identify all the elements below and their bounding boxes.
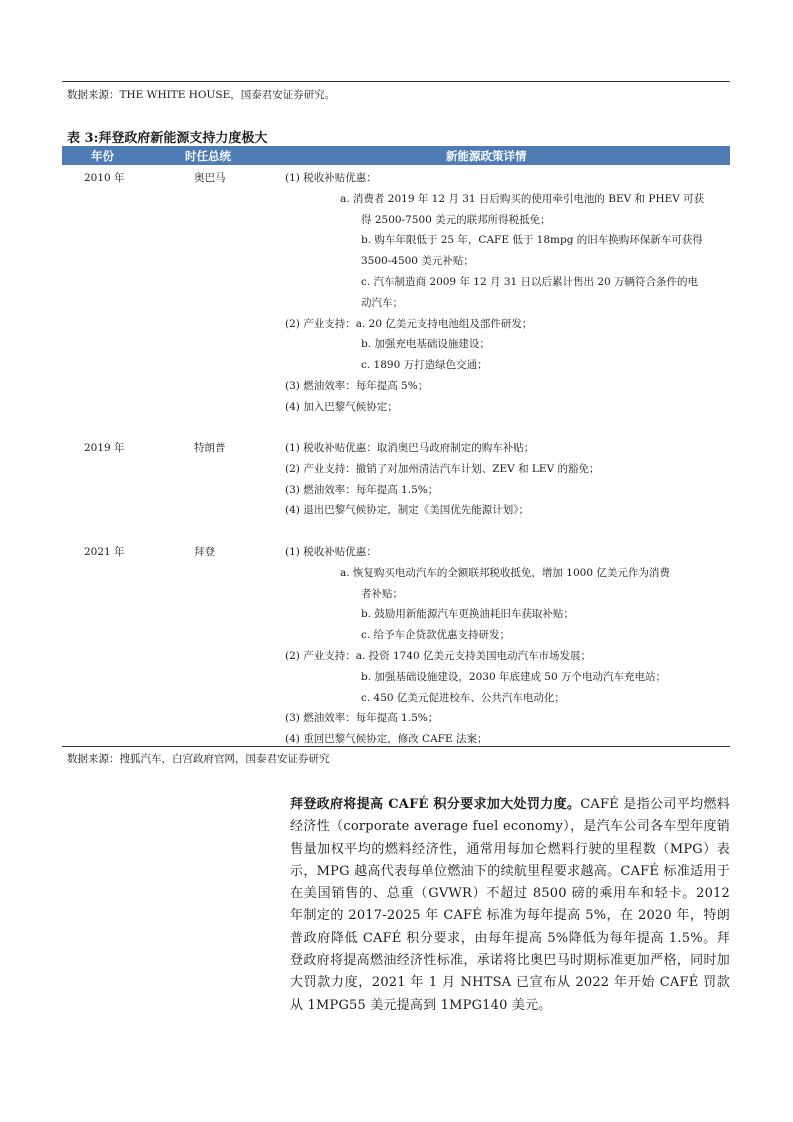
- policy-line: (2) 产业支持：撤销了对加州清洁汽车计划、ZEV 和 LEV 的豁免；: [285, 463, 600, 475]
- policy-line: 者补贴；: [361, 588, 403, 600]
- policy-line: a. 恢复购买电动汽车的全额联邦税收抵免，增加 1000 亿美元作为消费: [340, 567, 670, 579]
- top-source-note: 数据来源：THE WHITE HOUSE，国泰君安证券研究。: [67, 89, 336, 101]
- policy-line: b. 鼓励用新能源汽车更换油耗旧车获取补贴；: [361, 608, 574, 620]
- policy-line: b. 加强充电基础设施建设；: [361, 338, 490, 350]
- policy-line: c. 450 亿美元促进校车、公共汽车电动化；: [361, 692, 565, 704]
- table-header: [62, 146, 730, 165]
- body-lead: 拜登政府将提高 CAFÉ 积分要求加大处罚力度。: [290, 797, 581, 812]
- policy-line: 3500-4500 美元补贴；: [361, 255, 474, 267]
- policy-line: c. 给予车企贷款优惠支持研发；: [361, 629, 511, 641]
- policy-line: (2) 产业支持：a. 20 亿美元支持电池组及部件研发；: [285, 318, 533, 330]
- header-year: 年份: [91, 149, 114, 163]
- policy-line: (3) 燃油效率：每年提高 1.5%；: [285, 712, 439, 724]
- table-cell-year: 2019 年: [84, 442, 125, 454]
- policy-line: 得 2500-7500 美元的联邦所得税抵免；: [361, 214, 551, 226]
- policy-line: a. 消费者 2019 年 12 月 31 日后购买的使用牵引电池的 BEV 和 PHEV 可获: [340, 193, 705, 205]
- policy-line: (2) 产业支持：a. 投资 1740 亿美元支持美国电动汽车市场发展；: [285, 650, 592, 662]
- policy-line: c. 1890 万打造绿色交通；: [361, 359, 488, 371]
- policy-line: 动汽车；: [361, 297, 403, 309]
- table-caption: 表 3:拜登政府新能源支持力度极大: [67, 131, 268, 146]
- body-text: CAFÉ 是指公司平均燃料经济性（corporate average fuel economy），是汽车公司各车型年度销售量加权平均的燃料经济性，通常用每加仑燃料行驶的里程数（MPG）表示，MPG 越高代表每单位燃油下的续航里程要求越高。CAFÉ 标准适用于在美国销售的、总重（GVWR）不超过 8500 磅的乘用车和轻卡。2012 年制定的 2017-2025 年 CAFÉ 标准为每年提高 5%，在 2020 年，特朗普政府降低 CAFÉ 积分要求，由每年提高 5%降低为每年提高 1.5%。拜登政府将提高燃油经济性标准，承诺将比奥巴马时期标准更加严格，同时加大罚款力度，2021 年 1 月 NHTSA 已宣布从 2022 年开始 CAFÉ 罚款从 1MPG55 美元提高到 1MPG140 美元。: [290, 797, 730, 1013]
- table-cell-year: 2021 年: [84, 546, 125, 558]
- policy-line: (4) 退出巴黎气候协定，制定《美国优先能源计划》；: [285, 504, 529, 516]
- table-cell-president: 奥巴马: [194, 172, 226, 184]
- header-president: 时任总统: [185, 149, 231, 163]
- policy-line: b. 加强基础设施建设，2030 年底建成 50 万个电动汽车充电站；: [361, 671, 666, 683]
- policy-line: (1) 税收补贴优惠：取消奥巴马政府制定的购车补贴；: [285, 442, 535, 454]
- policy-line: (1) 税收补贴优惠：: [285, 546, 377, 558]
- table-bottom-rule: [62, 746, 730, 747]
- policy-line: b. 购车年限低于 25 年，CAFE 低于 18mpg 的旧车换购环保新车可获得: [361, 234, 703, 246]
- policy-line: (4) 加入巴黎气候协定；: [285, 401, 398, 413]
- policy-line: (3) 燃油效率：每年提高 5%；: [285, 380, 429, 392]
- top-rule: [62, 81, 730, 82]
- table-cell-year: 2010 年: [84, 172, 125, 184]
- policy-line: (3) 燃油效率：每年提高 1.5%；: [285, 484, 439, 496]
- table-cell-president: 特朗普: [194, 442, 226, 454]
- body-paragraph: [290, 794, 730, 1017]
- table-cell-president: 拜登: [194, 546, 215, 558]
- policy-line: c. 汽车制造商 2009 年 12 月 31 日以后累计售出 20 万辆符合条件的电: [361, 276, 699, 288]
- policy-line: (1) 税收补贴优惠：: [285, 172, 377, 184]
- header-policy: 新能源政策详情: [446, 149, 527, 163]
- policy-line: (4) 重回巴黎气候协定，修改 CAFE 法案；: [285, 733, 488, 745]
- table-source-note: 数据来源：搜狐汽车，白宫政府官网，国泰君安证券研究: [67, 753, 330, 765]
